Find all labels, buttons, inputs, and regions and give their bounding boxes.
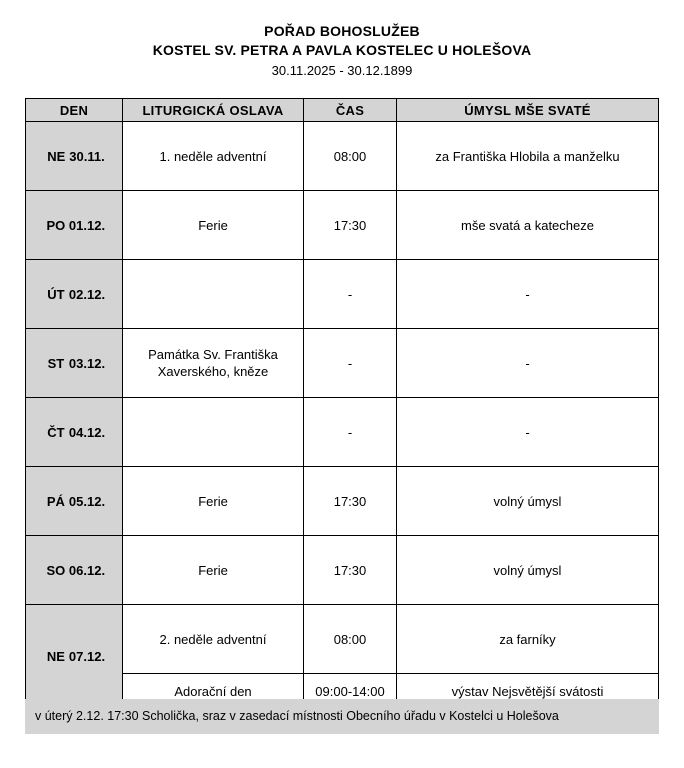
table-row [26, 191, 659, 260]
cell-time: 08:00 [304, 605, 397, 674]
column-header-time: ČAS [304, 99, 397, 122]
celebration-line-1: Památka Sv. Františka [148, 347, 278, 362]
cell-time: 17:30 [304, 191, 397, 260]
document-header [0, 0, 684, 81]
cell-day [26, 605, 123, 709]
cell-time-secondary: 09:00-14:00 [304, 674, 397, 709]
date-range: 30.11.2025 - 30.12.1899 [271, 63, 413, 78]
day-date: 02.12. [68, 286, 106, 302]
cell-time: 17:30 [304, 536, 397, 605]
day-of-week: ÚT [47, 286, 65, 302]
cell-time: - [304, 398, 397, 467]
cell-time: 08:00 [304, 122, 397, 191]
cell-celebration [123, 329, 304, 398]
table-header-row [26, 99, 659, 122]
cell-celebration: Ferie [123, 467, 304, 536]
day-date: 06.12. [68, 562, 106, 578]
cell-day [26, 536, 123, 605]
table-header [26, 99, 659, 122]
day-date: 03.12. [68, 355, 106, 371]
cell-intention: - [397, 398, 659, 467]
cell-day [26, 467, 123, 536]
cell-celebration: Ferie [123, 191, 304, 260]
column-header-celebration: LITURGICKÁ OSLAVA [123, 99, 304, 122]
day-of-week: ČT [47, 424, 65, 440]
cell-day [26, 191, 123, 260]
cell-day [26, 122, 123, 191]
schedule-table [25, 98, 659, 709]
column-header-intention: ÚMYSL MŠE SVATÉ [397, 99, 659, 122]
table-row [26, 536, 659, 605]
table-row [26, 398, 659, 467]
table-row [26, 329, 659, 398]
cell-time: 17:30 [304, 467, 397, 536]
cell-day [26, 260, 123, 329]
page-title: POŘAD BOHOSLUŽEB [264, 23, 420, 39]
day-date: 07.12. [68, 649, 106, 664]
table-row [26, 260, 659, 329]
cell-celebration: Ferie [123, 536, 304, 605]
cell-day [26, 329, 123, 398]
table-row [26, 605, 659, 674]
day-date: 30.11. [69, 148, 105, 164]
day-date: 05.12. [68, 493, 106, 509]
footer-note: v úterý 2.12. 17:30 Scholička, sraz v zasedací místnosti Obecního úřadu v Kostelci u Holešova [25, 699, 659, 734]
day-date: 01.12. [68, 217, 106, 233]
cell-intention: volný úmysl [397, 467, 659, 536]
cell-celebration: 1. neděle adventní [123, 122, 304, 191]
cell-intention: volný úmysl [397, 536, 659, 605]
day-of-week: PÁ [46, 493, 65, 509]
day-date: 04.12. [68, 424, 106, 440]
cell-time: - [304, 329, 397, 398]
cell-intention: za farníky [397, 605, 659, 674]
column-header-day: DEN [26, 99, 123, 122]
day-of-week: SO [46, 562, 66, 578]
day-of-week: PO [46, 217, 66, 233]
cell-intention: - [397, 260, 659, 329]
day-of-week: NE [47, 148, 66, 164]
table-row [26, 467, 659, 536]
cell-intention: - [397, 329, 659, 398]
cell-celebration-secondary: Adorační den [123, 674, 304, 709]
page-subtitle: KOSTEL SV. PETRA A PAVLA KOSTELEC U HOLEŠOVA [152, 42, 532, 58]
table-body [26, 122, 659, 709]
cell-intention: mše svatá a katecheze [397, 191, 659, 260]
cell-intention: za Františka Hlobila a manželku [397, 122, 659, 191]
cell-celebration: 2. neděle adventní [123, 605, 304, 674]
day-of-week: ST [47, 355, 65, 371]
cell-time: - [304, 260, 397, 329]
cell-day [26, 398, 123, 467]
cell-celebration [123, 260, 304, 329]
celebration-line-2: Xaverského, kněze [157, 364, 269, 379]
cell-celebration [123, 398, 304, 467]
day-of-week: NE [46, 649, 65, 664]
cell-intention-secondary: výstav Nejsvětější svátosti [397, 674, 659, 709]
table-row [26, 122, 659, 191]
